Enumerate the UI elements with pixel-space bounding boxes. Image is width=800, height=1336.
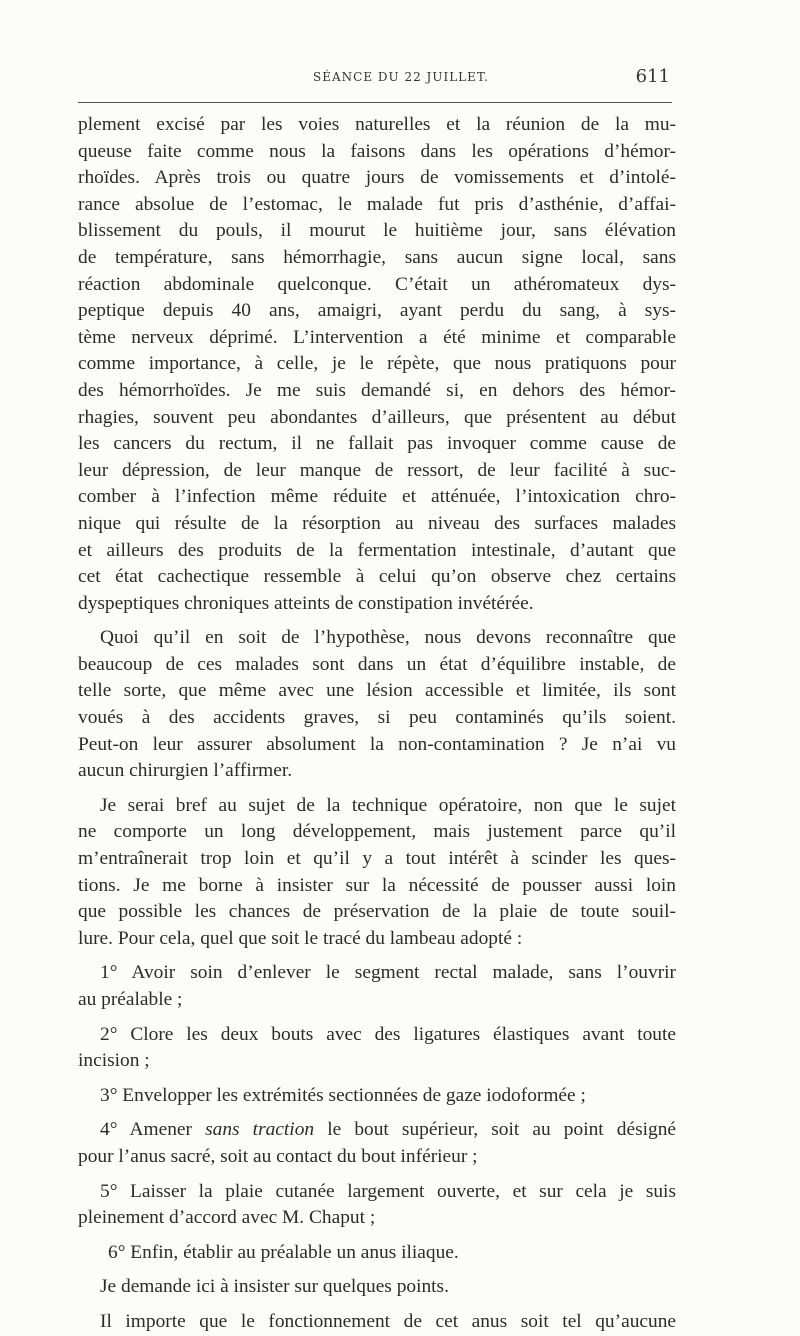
list-item xyxy=(78,1022,676,1075)
text-line: rance absolue de l’estomac, le malade fut pris d’asthénie, d’affai- xyxy=(78,193,676,215)
text-line xyxy=(78,1117,676,1144)
text-line: comber à l’infection même réduite et atténuée, l’intoxication chro- xyxy=(78,486,676,508)
paragraph xyxy=(78,1309,676,1336)
body-text xyxy=(78,112,676,1336)
text-line: Peut-on leur assurer absolument la non-contamination ? Je n’ai vu xyxy=(78,733,676,755)
paragraph xyxy=(78,625,676,785)
text-line: au préalable ; xyxy=(78,989,183,1010)
list-item xyxy=(78,1240,676,1267)
paragraph xyxy=(78,112,676,617)
text-line: blissement du pouls, il mourut le huitième jour, sans élévation xyxy=(78,220,676,242)
text-line: et ailleurs des produits de la fermentation intestinale, d’autant que xyxy=(78,539,676,561)
list-item xyxy=(78,1179,676,1232)
text-line: 1° Avoir soin d’enlever le segment rectal malade, sans l’ouvrir xyxy=(100,962,676,984)
text-line: les cancers du rectum, il ne fallait pas invoquer comme cause de xyxy=(78,433,676,455)
text-line: 3° Envelopper les extrémités sectionnées de gaze iodoformée ; xyxy=(100,1084,586,1106)
text-line: cet état cachectique ressemble à celui qu’on observe chez certains xyxy=(78,566,676,588)
text-run: 4° Amener xyxy=(100,1119,206,1141)
paragraph xyxy=(78,1274,676,1301)
text-line: pleinement d’accord avec M. Chaput ; xyxy=(78,1207,376,1229)
text-line: beaucoup de ces malades sont dans un état d’équilibre instable, de xyxy=(78,653,676,675)
text-line: telle sorte, que même avec une lésion accessible et limitée, ils sont xyxy=(78,680,676,702)
text-line: 6° Enfin, établir au préalable un anus iliaque. xyxy=(108,1241,459,1263)
text-line: que possible les chances de préservation de la plaie de toute souil- xyxy=(78,901,676,923)
text-line: lure. Pour cela, quel que soit le tracé du lambeau adopté : xyxy=(78,927,523,949)
text-line: Je demande ici à insister sur quelques points. xyxy=(100,1276,449,1298)
text-line: ne comporte un long développement, mais justement parce qu’il xyxy=(78,821,676,843)
text-line: comme importance, à celle, je le répète, que nous pratiquons pour xyxy=(78,353,676,375)
text-line: rhoïdes. Après trois ou quatre jours de vomissements et d’intolé- xyxy=(78,167,676,189)
running-title: SÉANCE DU 22 JUILLET. xyxy=(313,70,489,84)
text-line: tions. Je me borne à insister sur la nécessité de pousser aussi loin xyxy=(78,874,676,896)
list-item xyxy=(78,1117,676,1170)
text-line: Quoi qu’il en soit de l’hypothèse, nous devons reconnaître que xyxy=(100,627,676,649)
paragraph xyxy=(78,793,676,953)
text-run: le bout supérieur, soit au point désigné xyxy=(314,1119,677,1141)
text-line: plement excisé par les voies naturelles et la réunion de la mu- xyxy=(78,114,676,135)
text-line: de température, sans hémorrhagie, sans aucun signe local, sans xyxy=(78,246,676,268)
text-line: leur dépression, de leur manque de ressort, de leur facilité à suc- xyxy=(78,459,676,481)
text-line: 5° Laisser la plaie cutanée largement ouverte, et sur cela je suis xyxy=(100,1180,676,1202)
text-line: queuse faite comme nous la faisons dans les opérations d’hémor- xyxy=(78,140,676,162)
list-item xyxy=(78,1083,676,1110)
italic-text: sans traction xyxy=(205,1119,315,1141)
text-line: Il importe que le fonctionnement de cet anus soit tel qu’aucune xyxy=(100,1310,676,1332)
page-header xyxy=(78,62,672,103)
text-line: voués à des accidents graves, si peu contaminés qu’ils soient. xyxy=(78,707,676,729)
text-line: pour l’anus sacré, soit au contact du bout inférieur ; xyxy=(78,1145,478,1167)
text-line: dyspeptiques chroniques atteints de constipation invétérée. xyxy=(78,592,534,614)
text-line: Je serai bref au sujet de la technique opératoire, non que le sujet xyxy=(100,794,676,816)
text-line: des hémorrhoïdes. Je me suis demandé si, en dehors des hémor- xyxy=(78,379,676,401)
list-item xyxy=(78,960,676,1013)
text-line: peptique depuis 40 ans, amaigri, ayant perdu du sang, à sys- xyxy=(78,300,676,322)
text-line: incision ; xyxy=(78,1050,150,1072)
text-line: nique qui résulte de la résorption au niveau des surfaces malades xyxy=(78,512,676,534)
text-line: tème nerveux déprimé. L’intervention a été minime et comparable xyxy=(78,326,676,348)
text-line: réaction abdominale quelconque. C’était un athéromateux dys- xyxy=(78,273,676,295)
text-line: rhagies, souvent peu abondantes d’ailleurs, que présentent au début xyxy=(78,406,676,428)
text-line: m’entraînerait trop loin et qu’il y a tout intérêt à scinder les ques- xyxy=(78,848,676,870)
page-number: 611 xyxy=(635,66,670,87)
text-line: 2° Clore les deux bouts avec des ligatures élastiques avant toute xyxy=(100,1023,676,1045)
text-line: aucun chirurgien l’affirmer. xyxy=(78,760,293,782)
